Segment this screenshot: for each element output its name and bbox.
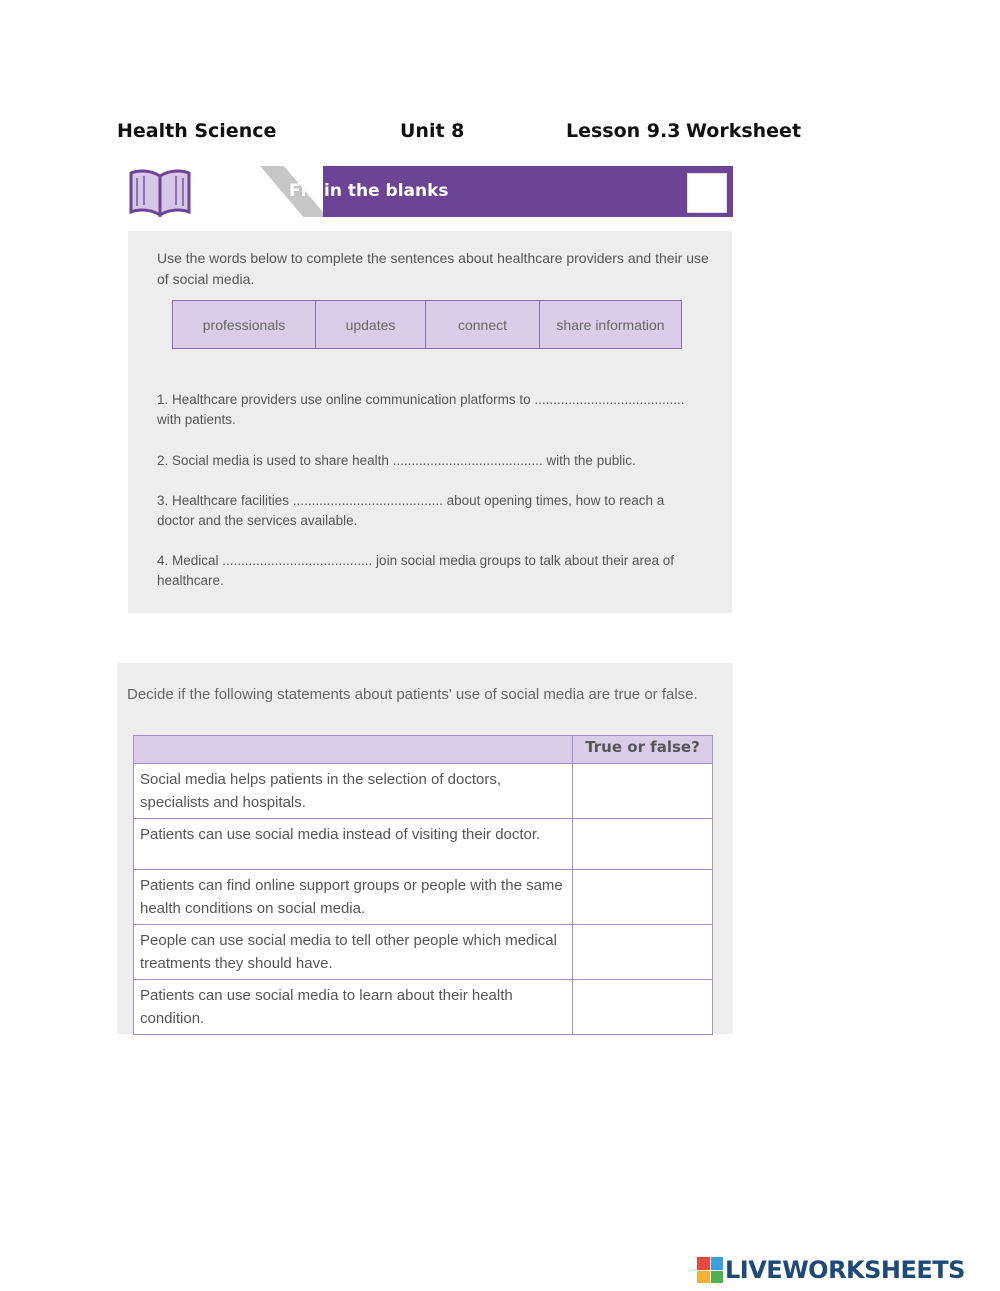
word-bank-item: professionals: [173, 301, 316, 348]
activity-banner: [127, 166, 733, 217]
word-bank: [172, 300, 682, 349]
worksheet-label: Worksheet: [686, 120, 802, 142]
sentence-4[interactable]: 4. Medical ........................................ join social media groups to talk about their area of healthcare.: [157, 553, 674, 588]
statement-cell: Patients can find online support groups or people with the same health conditions on social media.: [134, 870, 573, 925]
fill-blanks-instructions: Use the words below to complete the sentences about healthcare providers and their use of social media.: [157, 250, 709, 287]
lesson-title: Lesson 9.3: [566, 120, 681, 142]
true-false-header: True or false?: [573, 736, 713, 764]
word-bank-item: connect: [426, 301, 540, 348]
true-false-instructions: Decide if the following statements about patients' use of social media are true or false.: [127, 686, 698, 703]
unit-title: Unit 8: [400, 120, 465, 142]
subject-title: Health Science: [117, 120, 277, 142]
answer-cell[interactable]: [573, 819, 713, 870]
statement-cell: People can use social media to tell other people which medical treatments they should have.: [134, 925, 573, 980]
word-bank-item: share information: [556, 316, 665, 333]
sentence-1[interactable]: 1. Healthcare providers use online communication platforms to ........................................ with patients.: [157, 392, 685, 427]
activity-label: Activity 16: [218, 164, 257, 206]
activity-title: Fill in the blanks: [289, 181, 449, 201]
statement-header: [134, 736, 573, 764]
table-row: [134, 819, 713, 870]
table-row: [134, 764, 713, 819]
answer-cell[interactable]: [573, 764, 713, 819]
table-header-row: [134, 736, 713, 764]
statement-cell: Patients can use social media instead of visiting their doctor.: [134, 819, 573, 870]
worksheet-header: [0, 120, 1000, 146]
book-icon: [127, 166, 193, 217]
logo-text: LIVEWORKSHEETS: [725, 1256, 965, 1284]
logo-squares-icon: [697, 1257, 723, 1283]
table-row: [134, 980, 713, 1035]
true-false-panel: [117, 663, 733, 1034]
fill-blanks-panel: [128, 231, 732, 613]
liveworksheets-logo: [697, 1256, 965, 1284]
answer-cell[interactable]: [573, 870, 713, 925]
word-bank-item: updates: [316, 301, 426, 348]
answer-cell[interactable]: [573, 980, 713, 1035]
answer-cell[interactable]: [573, 925, 713, 980]
sentence-2[interactable]: 2. Social media is used to share health ........................................ with the public.: [157, 453, 636, 468]
statement-cell: Patients can use social media to learn about their health condition.: [134, 980, 573, 1035]
statement-cell: Social media helps patients in the selection of doctors, specialists and hospitals.: [134, 764, 573, 819]
true-false-table: [133, 735, 713, 1035]
answer-box[interactable]: [687, 173, 727, 213]
sentence-3[interactable]: 3. Healthcare facilities ........................................ about opening times, how to reach a doctor and the services available.: [157, 493, 665, 528]
table-row: [134, 870, 713, 925]
table-row: [134, 925, 713, 980]
